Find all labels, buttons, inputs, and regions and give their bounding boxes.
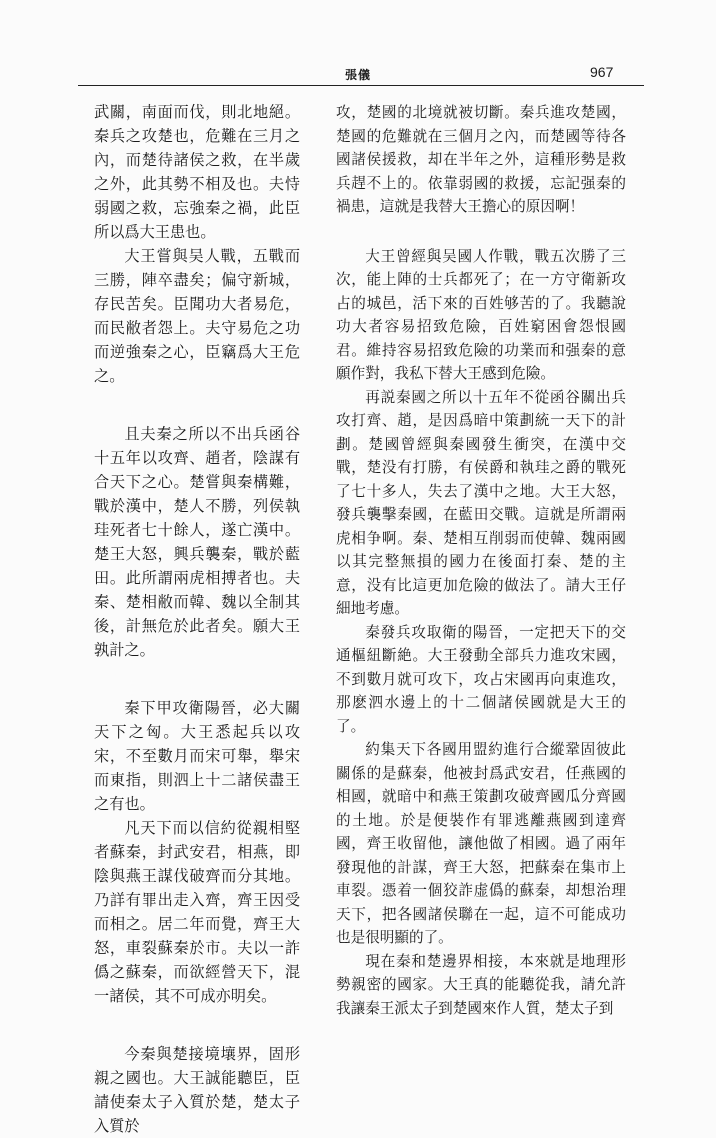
translation-paragraph: 再説秦國之所以十五年不從函谷關出兵攻打齊、趙，是因爲暗中策劃統一天下的計劃。楚國曾經與秦國發生衝突，在漢中交戰，楚没有打勝，有侯爵和執珪之爵的戰死了七十多人，失去了漢中之地。大王大怒，發兵襲擊秦國，在藍田交戰。這就是所謂兩虎相争啊。秦、楚相互削弱而使韓、魏兩國以其完整無損的國力在後面打秦、楚的主意，没有比這更加危險的做法了。請大王仔細地考慮。 (336, 388, 626, 617)
classical-paragraph: 武關，南面而伐，則北地絕。秦兵之攻楚也，危難在三月之內，而楚待諸侯之救，在半歲之外，此其勢不相及也。夫恃弱國之救，忘強秦之禍，此臣所以爲大王患也。 (94, 103, 300, 241)
header-rule (78, 85, 644, 86)
classical-paragraph: 秦下甲攻衛陽晉，必大關天下之匈。大王悉起兵以攻宋，不至數月而宋可舉，舉宋而東指，則泗上十二諸侯盡王之有也。 (94, 699, 300, 813)
translation-paragraph: 大王曾經與吴國人作戰，戰五次勝了三次，能上陣的士兵都死了；在一方守衛新攻占的城邑，活下來的百姓够苦的了。我聽說功大者容易招致危險，百姓窮困會怨恨國君。維持容易招致危險的功業而和强秦的意願作對，我私下替大王感到危險。 (336, 247, 626, 382)
classical-text-column (94, 100, 300, 1138)
classical-paragraph: 且夫秦之所以不出兵函谷十五年以攻齊、趙者，陰謀有合天下之心。楚嘗與秦構難，戰於漢中，楚人不勝，列侯執珪死者七十餘人，遂亡漢中。楚王大怒，興兵襲秦，戰於藍田。此所謂兩虎相搏者也。夫秦、楚相敝而韓、魏以全制其後，計無危於此者矣。願大王孰計之。 (94, 425, 300, 659)
translation-text-column (336, 101, 626, 1020)
running-header-title: 張儀 (344, 68, 371, 82)
translation-paragraph: 約集天下各國用盟約進行合縱鞏固彼此關係的是蘇秦，他被封爲武安君，任燕國的相國，就暗中和燕王策劃攻破齊國瓜分齊國的土地。於是便裝作有罪逃離燕國到達齊國，齊王收留他，讓他做了相國。過了兩年發現他的計謀，齊王大怒，把蘇秦在集市上車裂。憑着一個狡詐虚僞的蘇秦，却想治理天下，把各國諸侯聯在一起，這不可能成功也是很明顯的了。 (336, 741, 626, 946)
page-number: 967 (590, 64, 614, 80)
translation-paragraph: 秦發兵攻取衛的陽晉，一定把天下的交通樞紐斷絶。大王發動全部兵力進攻宋國，不到數月就可攻下，攻占宋國再向東進攻，那麽泗水邊上的十二個諸侯國就是大王的了。 (336, 623, 626, 735)
classical-paragraph: 大王嘗與吴人戰，五戰而三勝，陣卒盡矣；偏守新城，存民苦矣。臣聞功大者易危，而民敝者怨上。夫守易危之功而逆強秦之心，臣竊爲大王危之。 (94, 247, 300, 385)
translation-paragraph: 攻，楚國的北境就被切斷。秦兵進攻楚國，楚國的危難就在三個月之內，而楚國等待各國諸侯援救，却在半年之外，這種形勢是救兵趕不上的。依靠弱國的救援，忘記强秦的禍患，這就是我替大王擔心的原因啊！ (336, 104, 626, 215)
classical-paragraph: 今秦與楚接境壤界，固形親之國也。大王誠能聽臣，臣請使秦太子入質於楚，楚太子入質於 (94, 1045, 300, 1135)
translation-paragraph: 現在秦和楚邊界相接，本來就是地理形勢親密的國家。大王真的能聽從我，請允許我讓秦王派太子到楚國來作人質，楚太子到 (336, 952, 626, 1017)
classical-paragraph: 凡天下而以信約從親相堅者蘇秦，封武安君，相燕，即陰與燕王謀伐破齊而分其地。乃詳有罪出走入齊，齊王因受而相之。居二年而覺，齊王大怒，車裂蘇秦於市。夫以一詐僞之蘇秦，而欲經營天下，混一諸侯，其不可成亦明矣。 (94, 819, 300, 1005)
